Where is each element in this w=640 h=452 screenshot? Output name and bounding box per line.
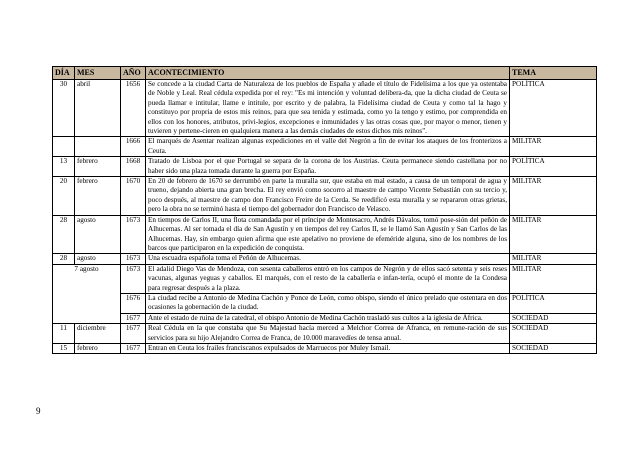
cell-day: 30 <box>53 80 75 137</box>
cell-year: 1673 <box>121 264 146 293</box>
cell-event: El adalid Diego Vas de Mendoza, con sesenta caballeros entró en los campos de Negrón y de ellos sacó setenta y seis reses vacunas, algunas yeguas y caballos. El marqués, con el resto de la caballería e infan-tería, ocupó el monte de la Condesa para regresar después a la plaza. <box>146 264 510 293</box>
cell-month: diciembre <box>75 324 121 344</box>
cell-event: El marqués de Asentar realizan algunas expediciones en el valle del Negrón a fin de evitar los ataques de los fronterizos a Ceuta. <box>146 137 510 157</box>
cell-month <box>75 137 121 157</box>
header-event: ACONTECIMIENTO <box>146 67 510 80</box>
cell-theme: POLÍTICA <box>510 157 597 177</box>
cell-theme: MILITAR <box>510 215 597 254</box>
table-row <box>53 324 597 344</box>
cell-theme: POLÍTICA <box>510 293 597 313</box>
table-row <box>53 177 597 216</box>
cell-day: 11 <box>53 324 75 344</box>
cell-month: febrero <box>75 177 121 216</box>
cell-event: Entran en Ceuta los frailes franciscanos expulsados de Marruecos por Muley Ismail. <box>146 343 510 353</box>
cell-event: Tratado de Lisboa por el que Portugal se separa de la corona de los Austrias. Ceuta permanece siendo castellana por no haber sido una plaza tomada durante la guerra por España. <box>146 157 510 177</box>
cell-theme: SOCIEDAD <box>510 324 597 344</box>
header-month: MES <box>75 67 121 80</box>
cell-year: 1676 <box>121 293 146 313</box>
cell-theme: SOCIEDAD <box>510 313 597 323</box>
cell-event: Se concede a la ciudad Carta de Naturaleza de los pueblos de España y añade el título de Fidelísima a los que ya ostentaba de Noble y Leal. Real cédula expedida por el rey: "Es mi intención y voluntad delibera-da, que la dicha ciudad de Ceuta se pueda llamar e intitular, llame e intitule, por escrito y de palabra, la Fidelísima ciudad de Ceuta y como tal la hago y constituyo por propria de estos mis reinos, para que sea tenida y estimada, como yo la tengo y estimo, por comprendida en ellos con los honores, atributos, privi-legios, excepciones e inmunidades y las otras cosas que, por mayor o menor, tienen y tuvieren y pertene-cieren en qualquiera manera a las demás ciudades de estos dichos mis reinos". <box>146 80 510 137</box>
cell-theme: SOCIEDAD <box>510 343 597 353</box>
table-row <box>53 293 597 313</box>
cell-day <box>53 137 75 157</box>
chronology-table <box>52 66 597 354</box>
cell-month: agosto <box>75 254 121 264</box>
cell-day: 20 <box>53 177 75 216</box>
header-year: AÑO <box>121 67 146 80</box>
cell-year: 1677 <box>121 324 146 344</box>
table-row <box>53 264 597 293</box>
cell-year: 1668 <box>121 157 146 177</box>
header-day: DÍA <box>53 67 75 80</box>
header-theme: TEMA <box>510 67 597 80</box>
cell-day: 13 <box>53 157 75 177</box>
table-row <box>53 254 597 264</box>
cell-year: 1656 <box>121 80 146 137</box>
cell-event: Una escuadra española toma el Peñón de Alhucemas. <box>146 254 510 264</box>
cell-theme: MILITAR <box>510 264 597 293</box>
cell-event: En tiempos de Carlos II, una flota comandada por el príncipe de Montesacro, Andrés Dávalos, tomó pose-sión del peñón de Alhucemas. Al ser tomada el día de San Agustín y en tiempos del rey Carlos II, se le llamó San Agustín y San Carlos de las Alhucemas. Hay, sin embargo quien afirma que este apelativo no proviene de efeméride alguna, sino de los nombres de los barcos que participaron en la expedición de conquista. <box>146 215 510 254</box>
cell-day: 28 <box>53 215 75 254</box>
table-row <box>53 343 597 353</box>
cell-month: febrero <box>75 157 121 177</box>
table-row <box>53 157 597 177</box>
cell-event: Ante el estado de ruina de la catedral, el obispo Antonio de Medina Cachón trasladó sus cultos a la iglesia de África. <box>146 313 510 323</box>
cell-year: 1673 <box>121 254 146 264</box>
cell-theme: MILITAR <box>510 177 597 216</box>
cell-theme: POLÍTICA <box>510 80 597 137</box>
cell-month: agosto <box>75 215 121 254</box>
cell-event: En 20 de febrero de 1670 se derrumbó en parte la muralla sur, que estaba en mal estado, a causa de un temporal de agua y trueno, dejando abierta una gran brecha. El rey envió como socorro al maestre de campo Vicente Sebastián con su tercio y, poco después, al maestre de campo don Francisco Freire de la Cerda. Se reedificó esta muralla y se repararon otras grietas, pero la obra no se terminó hasta el tiempo del gobernador don Francisco de Velasco. <box>146 177 510 216</box>
cell-group-date: 7 agosto <box>53 264 121 323</box>
table-row <box>53 215 597 254</box>
cell-theme: MILITAR <box>510 137 597 157</box>
cell-year: 1670 <box>121 177 146 216</box>
cell-day: 15 <box>53 343 75 353</box>
cell-year: 1666 <box>121 137 146 157</box>
cell-day: 28 <box>53 254 75 264</box>
cell-year: 1673 <box>121 215 146 254</box>
cell-year: 1677 <box>121 343 146 353</box>
cell-month: febrero <box>75 343 121 353</box>
cell-year: 1677 <box>121 313 146 323</box>
cell-theme: MILITAR <box>510 254 597 264</box>
cell-event: Real Cédula en la que constaba que Su Majestad hacía merced a Melchor Correa de Afranca, en remune-ración de sus servicios para su hijo Alejandro Correa de Franca, de 10.000 maravedíes de tensa anual. <box>146 324 510 344</box>
cell-month: abril <box>75 80 121 137</box>
table-row <box>53 80 597 137</box>
page-number: 9 <box>36 406 41 416</box>
cell-event: La ciudad recibe a Antonio de Medina Cachón y Ponce de León, como obispo, siendo el único prelado que ostentara en dos ocasiones la gobernación de la ciudad. <box>146 293 510 313</box>
table-row <box>53 313 597 323</box>
table-row <box>53 137 597 157</box>
table-header-row <box>53 67 597 80</box>
